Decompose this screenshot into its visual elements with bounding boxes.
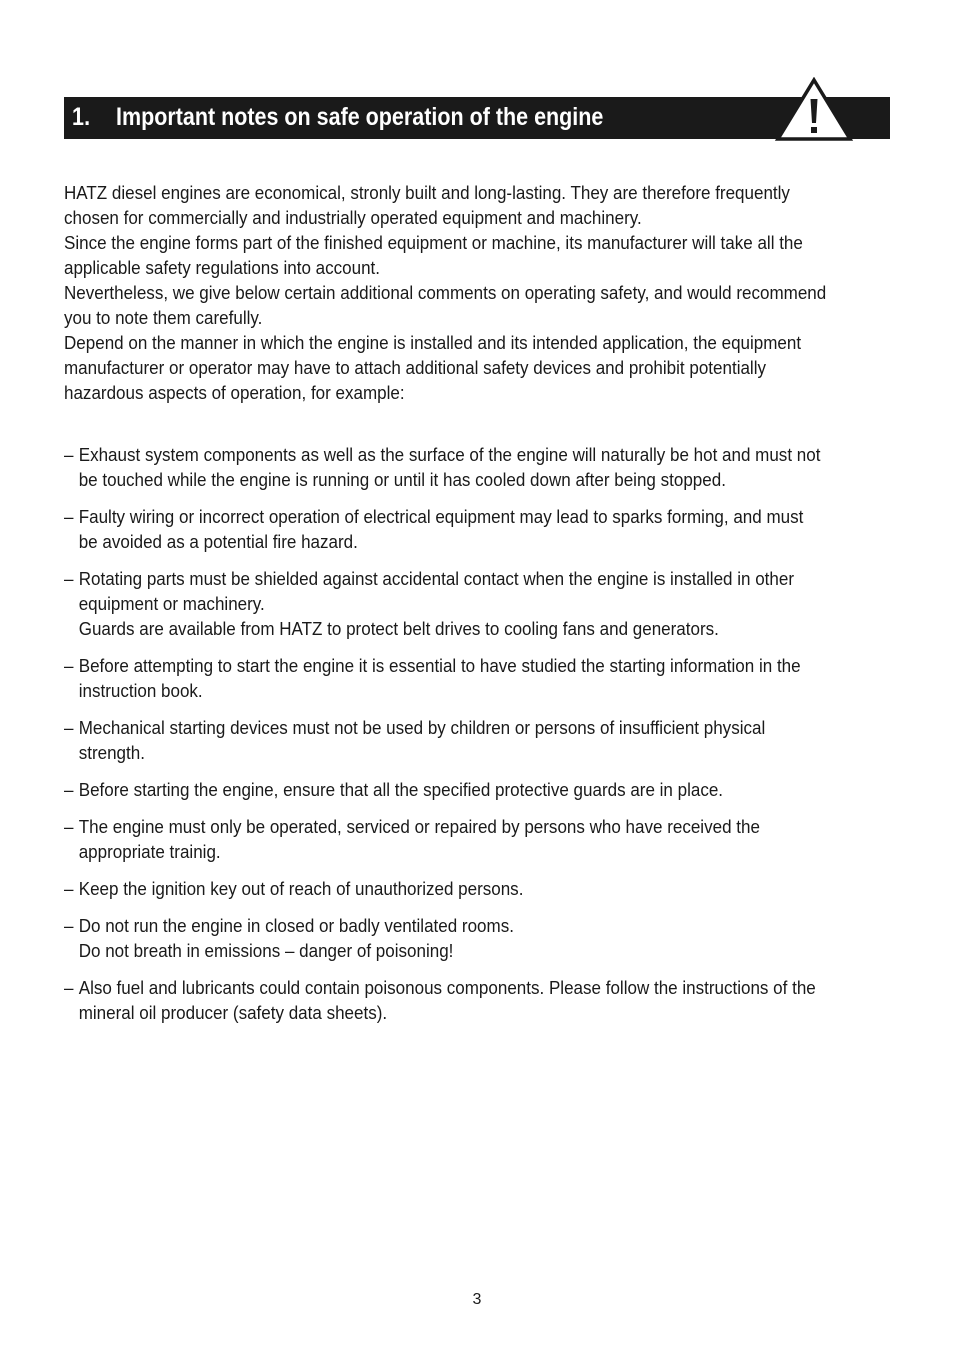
list-item <box>64 715 907 765</box>
list-item <box>64 913 907 963</box>
list-dash: – <box>64 779 74 800</box>
list-item <box>64 653 907 703</box>
list-item <box>64 566 907 641</box>
section-title: Important notes on safe operation of the engine <box>116 103 604 131</box>
list-item-text: Before starting the engine, ensure that all the specified protective guards are in place. <box>78 779 724 800</box>
page-number: 3 <box>472 1291 482 1308</box>
list-dash: – <box>64 915 74 936</box>
list-dash: – <box>64 878 74 899</box>
list-dash: – <box>64 717 74 738</box>
page-content <box>64 180 890 1037</box>
safety-list <box>64 442 890 1025</box>
list-item-text: Also fuel and lubricants could contain poisonous components. Please follow the instructions of the mineral oil producer (safety data sheets). <box>78 977 816 1023</box>
section-number: 1. <box>72 103 91 131</box>
list-dash: – <box>64 444 74 465</box>
list-item <box>64 876 907 901</box>
list-item <box>64 814 907 864</box>
warning-icon <box>774 77 854 141</box>
list-item-text: Rotating parts must be shielded against accidental contact when the engine is installed in other equipment or machinery. Guards are available from HATZ to protect belt drives to cooling fans and generators. <box>78 568 795 639</box>
list-item <box>64 504 907 554</box>
list-item <box>64 442 907 492</box>
list-dash: – <box>64 506 74 527</box>
list-item <box>64 975 907 1025</box>
list-item-text: Faulty wiring or incorrect operation of electrical equipment may lead to sparks forming, and must be avoided as a potential fire hazard. <box>78 506 804 552</box>
list-item-text: Keep the ignition key out of reach of unauthorized persons. <box>78 878 524 899</box>
list-item <box>64 777 907 802</box>
list-item-text: The engine must only be operated, serviced or repaired by persons who have received the appropriate trainig. <box>78 816 760 862</box>
list-dash: – <box>64 977 74 998</box>
list-dash: – <box>64 568 74 589</box>
list-item-text: Exhaust system components as well as the surface of the engine will naturally be hot and must not be touched while the engine is running or until it has cooled down after being stopped. <box>78 444 821 490</box>
intro-paragraph: HATZ diesel engines are economical, stronly built and long-lasting. They are therefore frequently chosen for commercially and industrially operated equipment and machinery. Since the engine forms part of the finished equipment or machine, its manufacturer will take all the applicable safety regulations into account. Nevertheless, we give below certain additional comments on operating safety, and would recommend you to note them carefully. Depend on the manner in which the engine is installed and its intended application, the equipment manufacturer or operator may have to attach additional safety devices and prohibit potentially hazardous aspects of operation, for example: <box>64 182 827 403</box>
list-dash: – <box>64 816 74 837</box>
section-header <box>64 97 890 139</box>
list-item-text: Before attempting to start the engine it is essential to have studied the starting information in the instruction book. <box>78 655 801 701</box>
list-dash: – <box>64 655 74 676</box>
list-item-text: Do not run the engine in closed or badly ventilated rooms. Do not breath in emissions – danger of poisoning! <box>78 915 514 961</box>
list-item-text: Mechanical starting devices must not be used by children or persons of insufficient physical strength. <box>78 717 766 763</box>
